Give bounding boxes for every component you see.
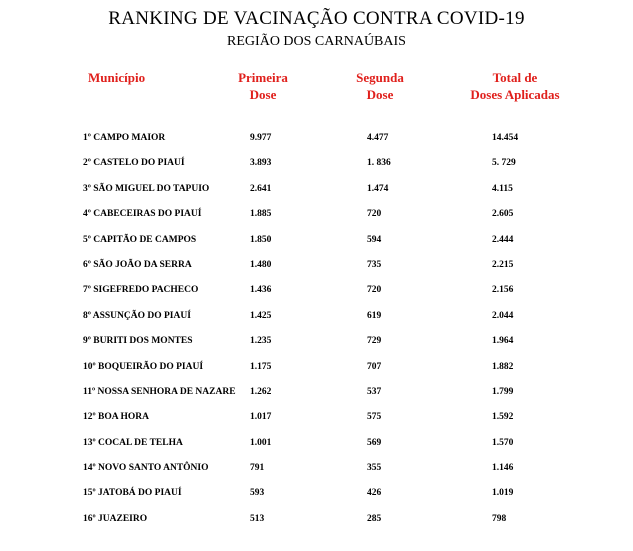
page-title: RANKING DE VACINAÇÃO CONTRA COVID-19	[108, 8, 525, 29]
total-doses-value: 1.592	[492, 412, 514, 423]
municipio-name: 4º CABECEIRAS DO PIAUÍ	[83, 209, 202, 220]
first-dose-value: 1.436	[250, 285, 272, 296]
second-dose-value: 619	[367, 310, 382, 321]
total-doses-value: 1.570	[492, 437, 514, 448]
second-dose-value: 575	[367, 412, 382, 423]
total-doses-value: 2.156	[492, 285, 514, 296]
first-dose-value: 1.175	[250, 361, 272, 372]
second-dose-value: 1.474	[367, 183, 389, 194]
table-row	[0, 438, 633, 463]
municipio-name: 8º ASSUNÇÃO DO PIAUÍ	[83, 310, 191, 321]
second-dose-value: 707	[367, 361, 382, 372]
header-first-dose-line1: Primeira	[238, 70, 288, 85]
municipio-name: 13º COCAL DE TELHA	[83, 437, 183, 448]
table-row	[0, 514, 633, 539]
second-dose-value: 720	[367, 285, 382, 296]
municipio-name: 2º CASTELO DO PIAUÍ	[83, 158, 185, 169]
municipio-name: 5º CAPITÃO DE CAMPOS	[83, 234, 197, 245]
first-dose-value: 9.977	[250, 133, 272, 143]
municipio-name: 10º BOQUEIRÃO DO PIAUÍ	[83, 361, 204, 372]
total-doses-value: 2.605	[492, 209, 514, 220]
total-doses-value: 1.964	[492, 336, 514, 347]
first-dose-value: 3.893	[250, 158, 272, 169]
second-dose-value: 735	[367, 259, 382, 270]
table-row	[0, 260, 633, 285]
first-dose-value: 1.017	[250, 412, 272, 423]
header-municipio-label: Município	[88, 70, 146, 85]
first-dose-value: 513	[250, 513, 265, 524]
first-dose-value: 1.885	[250, 209, 272, 220]
municipio-name: 3º SÃO MIGUEL DO TAPUIO	[83, 183, 210, 194]
first-dose-value: 593	[250, 488, 265, 499]
table-row	[0, 336, 633, 361]
table-row	[0, 133, 633, 158]
table-row	[0, 158, 633, 183]
municipio-name: 1º CAMPO MAIOR	[83, 133, 166, 143]
municipio-name: 9º BURITI DOS MONTES	[83, 336, 193, 347]
total-doses-value: 1.882	[492, 361, 514, 372]
table-row	[0, 362, 633, 387]
first-dose-value: 1.001	[250, 437, 272, 448]
header-first-dose	[228, 69, 298, 103]
table-row	[0, 387, 633, 412]
second-dose-value: 1. 836	[367, 158, 391, 169]
header-second-dose-line2: Dose	[366, 87, 394, 102]
municipio-name: 16º JUAZEIRO	[83, 513, 148, 524]
municipio-name: 11º NOSSA SENHORA DE NAZARE	[83, 386, 236, 397]
first-dose-value: 1.235	[250, 336, 272, 347]
total-doses-value: 4.115	[492, 183, 513, 194]
table-row	[0, 209, 633, 234]
table-row	[0, 235, 633, 260]
total-doses-value: 798	[492, 513, 507, 524]
header-municipio	[88, 69, 145, 86]
table-row	[0, 184, 633, 209]
first-dose-value: 1.425	[250, 310, 272, 321]
second-dose-value: 285	[367, 513, 382, 524]
municipio-name: 12º BOA HORA	[83, 412, 149, 423]
second-dose-value: 594	[367, 234, 382, 245]
total-doses-value: 1.019	[492, 488, 514, 499]
second-dose-value: 355	[367, 463, 382, 474]
header-total-line2: Doses Aplicadas	[470, 87, 560, 102]
municipio-name: 7º SIGEFREDO PACHECO	[83, 285, 199, 296]
second-dose-value: 720	[367, 209, 382, 220]
header-first-dose-line2: Dose	[249, 87, 277, 102]
header-second-dose-line1: Segunda	[356, 70, 404, 85]
municipio-name: 14º NOVO SANTO ANTÔNIO	[83, 463, 209, 474]
first-dose-value: 2.641	[250, 183, 272, 194]
table-row	[0, 412, 633, 437]
table-row	[0, 311, 633, 336]
second-dose-value: 569	[367, 437, 382, 448]
total-doses-value: 5. 729	[492, 158, 516, 169]
total-doses-value: 1.799	[492, 386, 514, 397]
first-dose-value: 1.262	[250, 386, 272, 397]
total-doses-value: 14.454	[492, 133, 519, 143]
second-dose-value: 729	[367, 336, 382, 347]
ranking-table	[0, 133, 633, 539]
total-doses-value: 1.146	[492, 463, 514, 474]
page-subtitle: REGIÃO DOS CARNAÚBAIS	[227, 34, 406, 49]
header-total-doses	[455, 69, 575, 103]
table-row	[0, 488, 633, 513]
total-doses-value: 2.044	[492, 310, 514, 321]
total-doses-value: 2.215	[492, 259, 514, 270]
second-dose-value: 426	[367, 488, 382, 499]
first-dose-value: 1.480	[250, 259, 272, 270]
first-dose-value: 1.850	[250, 234, 272, 245]
header-total-line1: Total de	[492, 70, 538, 85]
municipio-name: 6º SÃO JOÃO DA SERRA	[83, 259, 192, 270]
municipio-name: 15º JATOBÁ DO PIAUÍ	[83, 488, 182, 499]
table-row	[0, 463, 633, 488]
header-second-dose	[345, 69, 415, 103]
second-dose-value: 4.477	[367, 133, 389, 143]
table-row	[0, 285, 633, 310]
second-dose-value: 537	[367, 386, 382, 397]
total-doses-value: 2.444	[492, 234, 514, 245]
first-dose-value: 791	[250, 463, 265, 474]
